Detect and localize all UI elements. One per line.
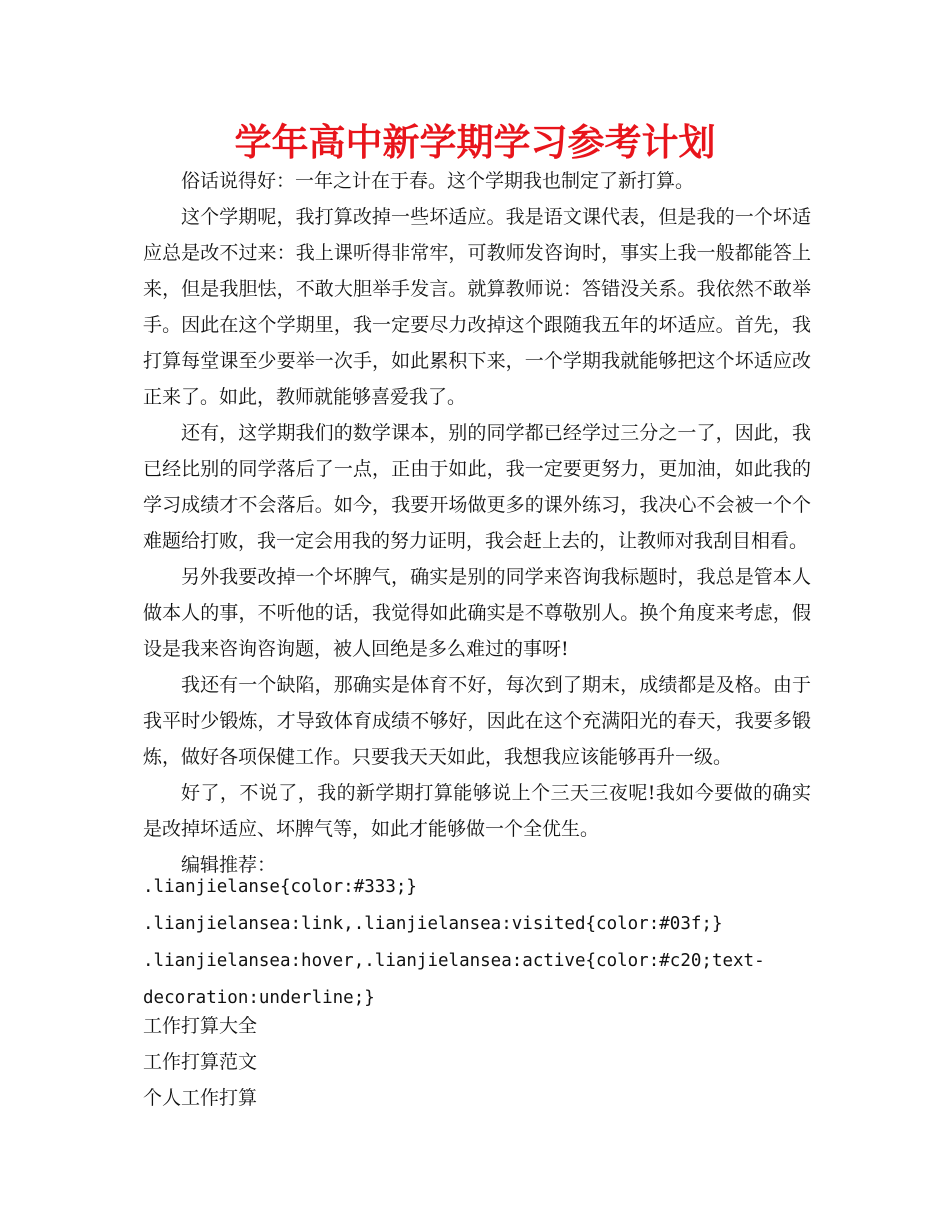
code-line: .lianjielanse{color:#333;}: [143, 877, 417, 897]
paragraph-temper: 另外我要改掉一个坏脾气，确实是别的同学来咨询我标题时，我总是管本人做本人的事，不听他的话，我觉得如此确实是不尊敬别人。换个角度来考虑，假设是我来咨询咨询题，被人回绝是多么难过的事呀!: [143, 566, 811, 660]
document-body: [143, 163, 811, 883]
editor-recommendation-label: 编辑推荐：: [181, 854, 277, 876]
paragraph-sports: 我还有一个缺陷，那确实是体育不好，每次到了期末，成绩都是及格。由于我平时少锻炼，才导致体育成绩不够好，因此在这个充满阳光的春天，我要多锻炼，做好各项保健工作。只要我天天如此，我想我应该能够再升一级。: [143, 674, 811, 768]
page-title: 学年高中新学期学习参考计划: [234, 121, 716, 164]
code-line: .lianjielansea:hover,.lianjielansea:active{color:#c20;text-: [143, 951, 765, 971]
code-block: [143, 869, 843, 1017]
code-line: .lianjielansea:link,.lianjielansea:visited{color:#03f;}: [143, 914, 723, 934]
related-link-work-plans[interactable]: 工作打算大全: [143, 1015, 258, 1037]
paragraph-habits: 这个学期呢，我打算改掉一些坏适应。我是语文课代表，但是我的一个坏适应总是改不过来：我上课听得非常牢，可教师发咨询时，事实上我一般都能答上来，但是我胆怯，不敢大胆举手发言。就算教师说：答错没关系。我依然不敢举手。因此在这个学期里，我一定要尽力改掉这个跟随我五年的坏适应。首先，我打算每堂课至少要举一次手，如此累积下来，一个学期我就能够把这个坏适应改正来了。如此，教师就能够喜爱我了。: [143, 206, 811, 408]
paragraph-conclusion: 好了，不说了，我的新学期打算能够说上个三天三夜呢!我如今要做的确实是改掉坏适应、坏脾气等，如此才能够做一个全优生。: [143, 782, 811, 840]
paragraph-math: 还有，这学期我们的数学课本，别的同学都已经学过三分之一了，因此，我已经比别的同学落后了一点，正由于如此，我一定要更努力，更加油，如此我的学习成绩才不会落后。如今，我要开场做更多的课外练习，我决心不会被一个个难题给打败，我一定会用我的努力证明，我会赶上去的，让教师对我刮目相看。: [143, 422, 811, 552]
related-link-personal-plan[interactable]: 个人工作打算: [143, 1087, 258, 1109]
related-link-plan-samples[interactable]: 工作打算范文: [143, 1051, 258, 1073]
paragraph-intro: 俗话说得好：一年之计在于春。这个学期我也制定了新打算。: [181, 170, 695, 192]
related-links: [143, 1008, 543, 1116]
code-line: decoration:underline;}: [143, 988, 375, 1008]
